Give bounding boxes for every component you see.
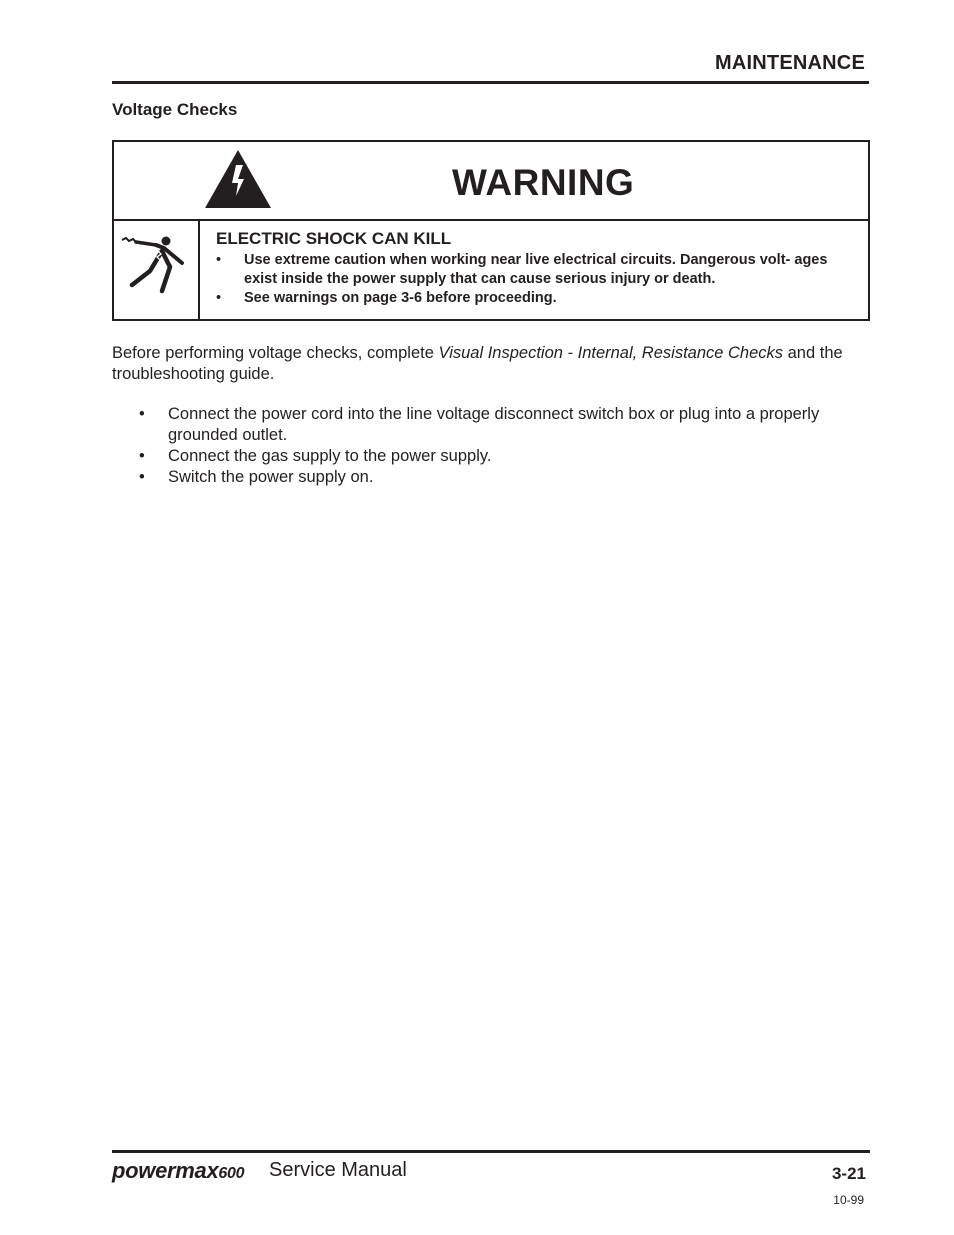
footer-manual-title: Service Manual: [269, 1159, 407, 1181]
intro-text-end: and the troubleshooting guide.: [112, 344, 843, 383]
high-voltage-warning-icon: [203, 148, 273, 210]
warning-heading: ELECTRIC SHOCK CAN KILL: [216, 229, 452, 248]
bullet-icon: •: [139, 447, 145, 465]
brand-name: powermax: [112, 1158, 219, 1183]
warning-item: [216, 289, 846, 308]
warning-text: [216, 229, 846, 308]
warning-icon-cell: [114, 221, 200, 319]
warning-list: [216, 251, 846, 308]
electric-shock-icon: [120, 227, 190, 297]
bullet-icon: •: [216, 290, 222, 306]
step-item: [112, 467, 862, 488]
footer-brand: [112, 1158, 244, 1184]
warning-item: [216, 251, 846, 289]
step-item: [112, 404, 862, 446]
steps-list: [112, 404, 862, 488]
warning-item-text: See warnings on page 3-6 before proceeding.: [244, 290, 557, 306]
intro-text: Before performing voltage checks, complete: [112, 344, 439, 362]
subheading: Voltage Checks: [112, 100, 238, 119]
section-title: MAINTENANCE: [715, 52, 865, 74]
bullet-icon: •: [139, 405, 145, 423]
brand-model: 600: [218, 1165, 245, 1182]
warning-item-text: Use extreme caution when working near live electrical circuits. Dangerous volt- ages exist inside the power supply that can cause serious injury or death.: [244, 252, 828, 287]
revision-date: 10-99: [833, 1193, 864, 1207]
step-text: Connect the gas supply to the power supply.: [168, 447, 492, 465]
footer-rule: [112, 1150, 870, 1153]
step-text: Connect the power cord into the line voltage disconnect switch box or plug into a properly grounded outlet.: [168, 405, 820, 444]
warning-title-row: [114, 142, 868, 221]
step-text: Switch the power supply on.: [168, 468, 374, 486]
bullet-icon: •: [139, 468, 145, 486]
page-number: 3-21: [831, 1164, 866, 1183]
intro-emphasis: Visual Inspection - Internal, Resistance Checks: [438, 344, 784, 362]
bullet-icon: •: [216, 252, 222, 268]
warning-box: [112, 140, 870, 321]
section-header: [112, 50, 869, 84]
warning-title: WARNING: [452, 162, 635, 203]
step-item: [112, 446, 862, 467]
intro-paragraph: [112, 343, 862, 385]
